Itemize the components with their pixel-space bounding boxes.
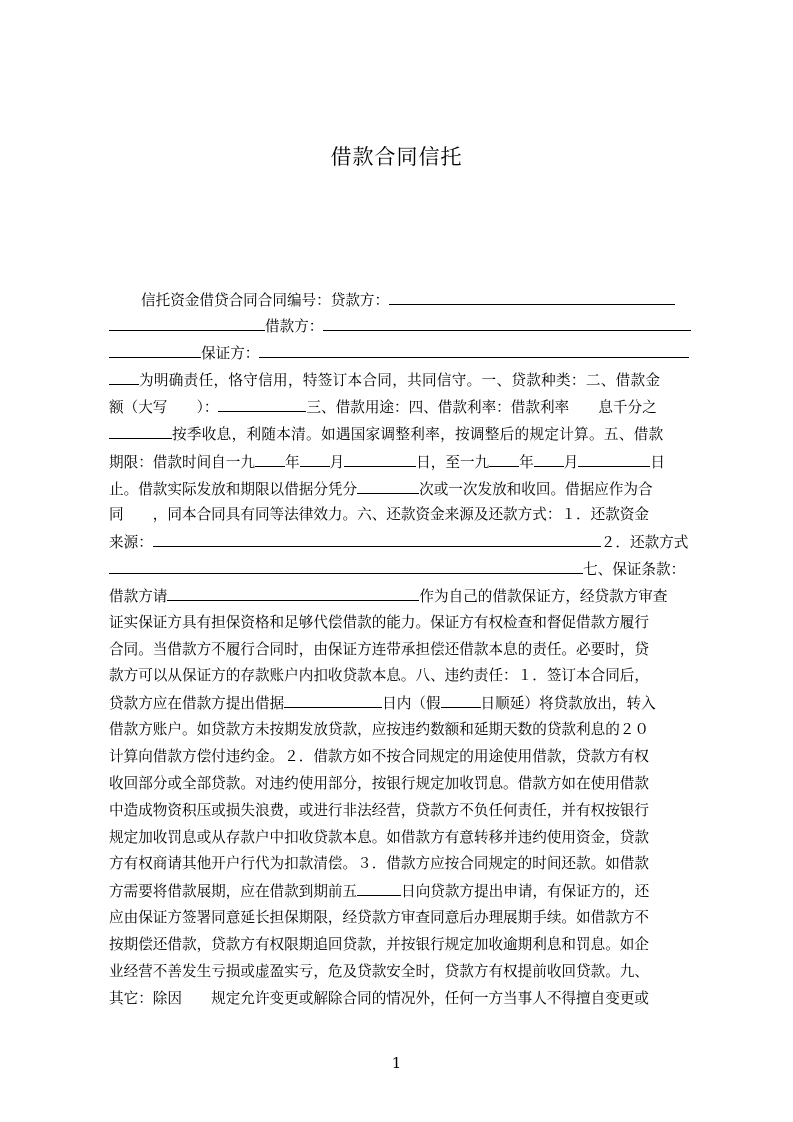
line-text: 其它：除因 规定允许变更或解除合同的情况外，任何一方当事人不得擅自变更或 [109, 990, 649, 1007]
line-text: 款方可以从保证方的存款账户内扣收贷款本息。八、违约责任：１．签订本合同后， [109, 667, 649, 684]
blank-line [153, 529, 601, 547]
line-text: 按季收息，利随本清。如遇国家调整利率，按调整后的规定计算。五、借款 [172, 426, 664, 443]
line-text: 应由保证方签署同意延长担保期限，经贷款方审查同意后办理展期手续。如借款方不 [109, 909, 649, 926]
page-number: 1 [391, 1054, 402, 1072]
document-title: 借款合同信托 [330, 145, 463, 169]
line-text: 日顺延）将贷款放出，转入 [480, 695, 656, 712]
line-text: 日 [650, 454, 665, 471]
line-text: 年 [519, 454, 534, 471]
text-line-13 [109, 610, 699, 636]
line-text: 收回部分或全部贷款。对违约使用部分，按银行规定加收罚息。借款方如在使用借款 [109, 775, 649, 792]
line-text: 期限：借款时间自一九 [109, 454, 255, 471]
text-line-1 [109, 287, 699, 313]
line-text: 为明确责任，恪守信用，特签订本合同，共同信守。一、贷款种类：二、借款金 [139, 372, 661, 389]
line-text: 日，至一九 [416, 454, 490, 471]
blank-line [218, 394, 306, 412]
text-line-20 [109, 798, 699, 824]
blank-line [344, 449, 416, 467]
line-text: 方有权商请其他开户行代为扣款清偿。３．借款方应按合同规定的时间还款。如借款 [109, 855, 649, 872]
text-line-9 [109, 502, 699, 528]
text-line-19 [109, 771, 699, 797]
blank-line [259, 340, 689, 358]
text-line-8 [109, 476, 699, 502]
blank-line [578, 449, 650, 467]
line-text: 作为自己的借款保证方，经贷款方审查 [419, 588, 668, 605]
line-text: 保证方： [201, 345, 260, 362]
text-line-22 [109, 851, 699, 877]
blank-line [323, 313, 691, 331]
line-text: 贷款方应在借款方提出借据 [109, 695, 285, 712]
text-line-5 [109, 394, 699, 420]
blank-line [357, 476, 419, 494]
blank-line [109, 421, 172, 439]
line-text: 证实保证方具有担保资格和足够代偿借款的能力。保证方有权检查和督促借款方履行 [109, 614, 649, 631]
line-text: 来源： [109, 534, 153, 551]
line-text: 计算向借款方偿付违约金。２．借款方如不按合同规定的用途使用借款，贷款方有权 [109, 748, 649, 765]
line-text: 止。借款实际发放和期限以借据分凭分 [109, 481, 358, 498]
blank-line [284, 690, 382, 708]
line-text: 月 [329, 454, 345, 471]
line-text: 规定加收罚息或从存款户中扣收贷款本息。如借款方有意转移并违约使用资金，贷款 [109, 829, 649, 846]
line-text: 按期偿还借款，贷款方有权限期追回贷款，并按银行规定加收逾期利息和罚息。如企 [109, 936, 649, 953]
blank-line [109, 313, 265, 331]
text-line-21 [109, 825, 699, 851]
blank-line [441, 690, 481, 708]
line-text: 信托资金借贷合同合同编号：贷款方： [141, 292, 390, 309]
line-text: 七、保证条款： [583, 561, 686, 578]
text-line-14 [109, 637, 699, 663]
line-text: 年 [284, 454, 300, 471]
text-line-25 [109, 932, 699, 958]
line-text: ２．还款方式 [600, 534, 689, 551]
text-line-2 [109, 313, 699, 339]
text-line-11 [109, 556, 699, 582]
line-text: 三、借款用途：四、借款利率：借款利率 息千分之 [306, 399, 657, 416]
blank-line [255, 449, 285, 467]
line-text: 中造成物资积压或损失浪费，或进行非法经营，贷款方不负任何责任，并有权按银行 [109, 802, 649, 819]
blank-line [167, 583, 419, 601]
line-text: 额（大写 ）： [109, 399, 219, 416]
line-text: 合同。当借款方不履行合同时，由保证方连带承担偿还借款本息的责任。必要时，贷 [109, 641, 649, 658]
text-line-6 [109, 421, 699, 447]
blank-line [109, 340, 201, 358]
line-text: 日向贷款方提出申请，有保证方的，还 [401, 883, 650, 900]
text-line-4 [109, 367, 699, 393]
text-line-26 [109, 959, 699, 985]
line-text: 日内（假 [382, 695, 441, 712]
text-line-23 [109, 878, 699, 904]
line-text: 业经营不善发生亏损或虚盈实亏，危及贷款安全时，贷款方有权提前收回贷款。九、 [109, 963, 649, 980]
text-line-16 [109, 690, 699, 716]
blank-line [489, 449, 519, 467]
text-line-17 [109, 717, 699, 743]
blank-line [389, 287, 675, 305]
line-text: 借款方： [265, 318, 324, 335]
blank-line [300, 449, 330, 467]
line-text: 同 ，同本合同具有同等法律效力。六、还款资金来源及还款方式：１．还款资金 [109, 506, 649, 523]
text-line-18 [109, 744, 699, 770]
text-line-7 [109, 449, 699, 475]
line-text: 次或一次发放和收回。借据应作为合 [419, 481, 653, 498]
blank-line [534, 449, 564, 467]
blank-line [109, 556, 583, 574]
text-line-3 [109, 340, 699, 366]
line-text: 借款方请 [109, 588, 168, 605]
text-line-24 [109, 905, 699, 931]
text-line-12 [109, 583, 699, 609]
blank-line [109, 367, 139, 385]
line-text: 借款方账户。如贷款方未按期发放贷款，应按违约数额和延期天数的贷款利息的２０ [109, 721, 649, 738]
blank-line [357, 878, 401, 896]
text-line-10 [109, 529, 699, 555]
line-text: 月 [563, 454, 579, 471]
text-line-15 [109, 663, 699, 689]
line-text: 方需要将借款展期，应在借款到期前五 [109, 883, 358, 900]
text-line-27 [109, 986, 699, 1012]
